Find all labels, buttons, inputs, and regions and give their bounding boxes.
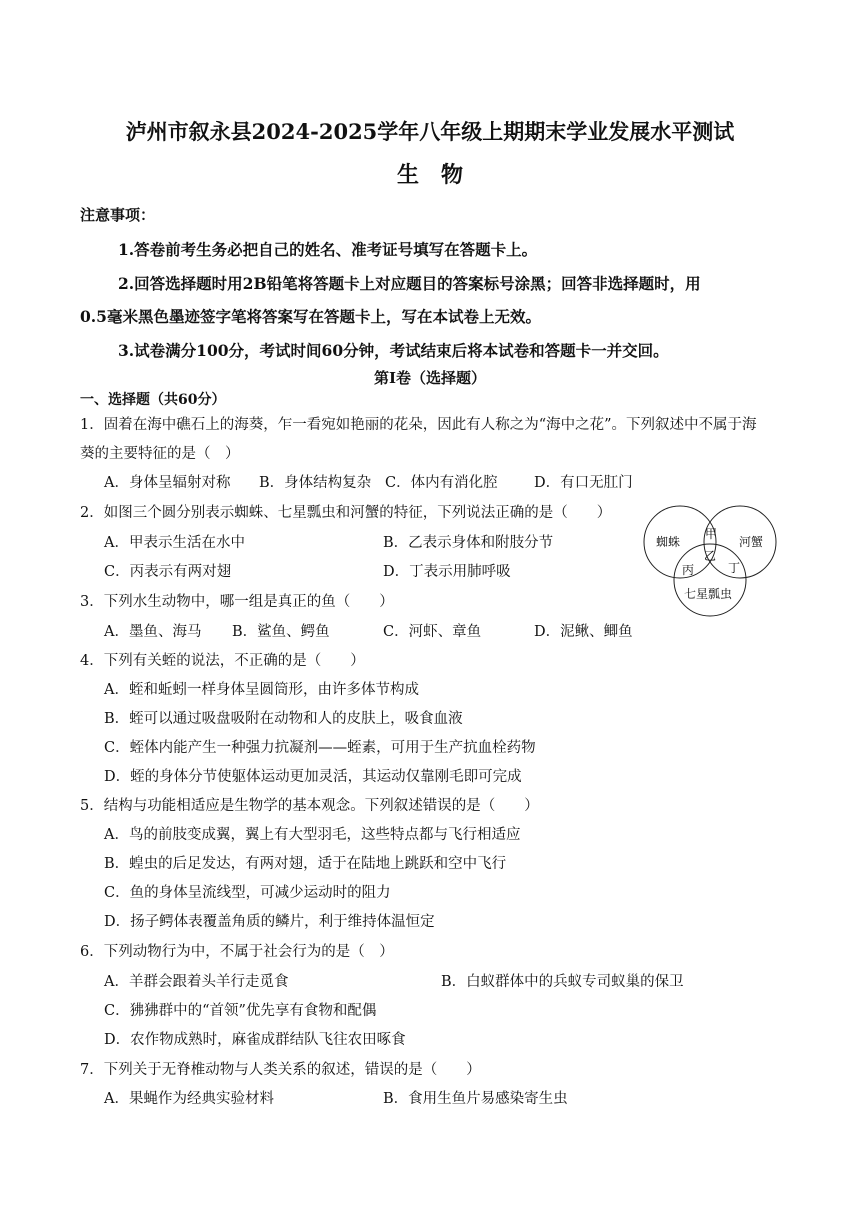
q6-option-d: D．农作物成熟时，麻雀成群结队飞往农田啄食 [104, 1032, 406, 1048]
label-bing: 丙 [682, 563, 695, 577]
note-1: 1.答卷前考生务必把自己的姓名、准考证号填写在答题卡上。 [118, 240, 538, 259]
q5-option-b: B．蝗虫的后足发达，有两对翅，适于在陆地上跳跃和空中飞行 [104, 856, 507, 872]
q2-option-d: D．丁表示用肺呼吸 [383, 564, 511, 580]
note-3: 3.试卷满分100分，考试时间60分钟，考试结束后将本试卷和答题卡一并交回。 [118, 341, 669, 360]
question-6: 6．下列动物行为中，不属于社会行为的是（ ） [80, 944, 394, 960]
q4-option-b: B．蛭可以通过吸盘吸附在动物和人的皮肤上，吸食血液 [104, 711, 463, 727]
section-heading: 一、选择题（共60分） [80, 392, 226, 408]
exam-title: 泸州市叙永县2024-2025学年八年级上期期末学业发展水平测试 [125, 119, 735, 144]
label-yi: 乙 [704, 549, 717, 563]
q6-option-b: B．白蚁群体中的兵蚁专司蚁巢的保卫 [441, 974, 684, 990]
q5-option-d: D．扬子鳄体表覆盖角质的鳞片，利于维持体温恒定 [104, 914, 435, 930]
q2-option-b: B．乙表示身体和附肢分节 [383, 535, 554, 551]
question-7: 7．下列关于无脊椎动物与人类关系的叙述，错误的是（ ） [80, 1062, 481, 1078]
question-1-line-2: 葵的主要特征的是（ ） [80, 446, 240, 462]
q5-option-a: A．鸟的前肢变成翼，翼上有大型羽毛，这些特点都与飞行相适应 [104, 827, 521, 843]
label-crab: 河蟹 [739, 535, 764, 549]
question-3: 3．下列水生动物中，哪一组是真正的鱼（ ） [80, 594, 394, 610]
q1-option-a: A．身体呈辐射对称 [104, 475, 231, 491]
label-ding: 丁 [728, 561, 741, 575]
q7-option-b: B．食用生鱼片易感染寄生虫 [383, 1091, 568, 1107]
label-jia: 甲 [705, 527, 718, 541]
q3-option-b: B．鲨鱼、鳄鱼 [232, 624, 330, 640]
label-spider: 蜘蛛 [656, 535, 681, 549]
q1-option-c: C．体内有消化腔 [385, 475, 498, 491]
notes-heading: 注意事项： [80, 206, 156, 224]
q4-option-a: A．蛭和蚯蚓一样身体呈圆筒形，由许多体节构成 [104, 682, 419, 698]
q6-option-c: C．狒狒群中的“首领”优先享有食物和配偶 [104, 1003, 377, 1019]
q4-option-c: C．蛭体内能产生一种强力抗凝剂——蛭素，可用于生产抗血栓药物 [104, 740, 536, 756]
q5-option-c: C．鱼的身体呈流线型，可减少运动时的阻力 [104, 885, 391, 901]
part-heading: 第Ⅰ卷（选择题） [373, 369, 487, 387]
q2-option-a: A．甲表示生活在水中 [104, 535, 245, 551]
q3-option-c: C．河虾、章鱼 [383, 624, 482, 640]
subject-heading: 生 物 [396, 162, 463, 188]
q6-option-a: A．羊群会跟着头羊行走觅食 [104, 974, 289, 990]
question-4: 4．下列有关蛭的说法，不正确的是（ ） [80, 653, 365, 669]
q4-option-d: D．蛭的身体分节使躯体运动更加灵活，其运动仅靠刚毛即可完成 [104, 769, 522, 785]
q3-option-d: D．泥鳅、鲫鱼 [534, 624, 633, 640]
venn-diagram [640, 500, 790, 620]
label-ladybug: 七星瓢虫 [684, 587, 733, 601]
q2-option-c: C．丙表示有两对翅 [104, 564, 232, 580]
q1-option-d: D．有口无肛门 [534, 475, 633, 491]
question-2: 2．如图三个圆分别表示蜘蛛、七星瓢虫和河蟹的特征，下列说法正确的是（ ） [80, 505, 612, 521]
note-2-cont: 0.5毫米黑色墨迹签字笔将答案写在答题卡上，写在本试卷上无效。 [80, 307, 541, 326]
note-2: 2.回答选择题时用2B铅笔将答题卡上对应题目的答案标号涂黑；回答非选择题时，用 [118, 274, 701, 293]
q1-option-b: B．身体结构复杂 [259, 475, 372, 491]
q3-option-a: A．墨鱼、海马 [104, 624, 202, 640]
question-1-line-1: 1．固着在海中礁石上的海葵，乍一看宛如艳丽的花朵，因此有人称之为“海中之花”。下列叙述中不属于海 [80, 417, 757, 433]
question-5: 5．结构与功能相适应是生物学的基本观念。下列叙述错误的是（ ） [80, 798, 539, 814]
q7-option-a: A．果蝇作为经典实验材料 [104, 1091, 274, 1107]
